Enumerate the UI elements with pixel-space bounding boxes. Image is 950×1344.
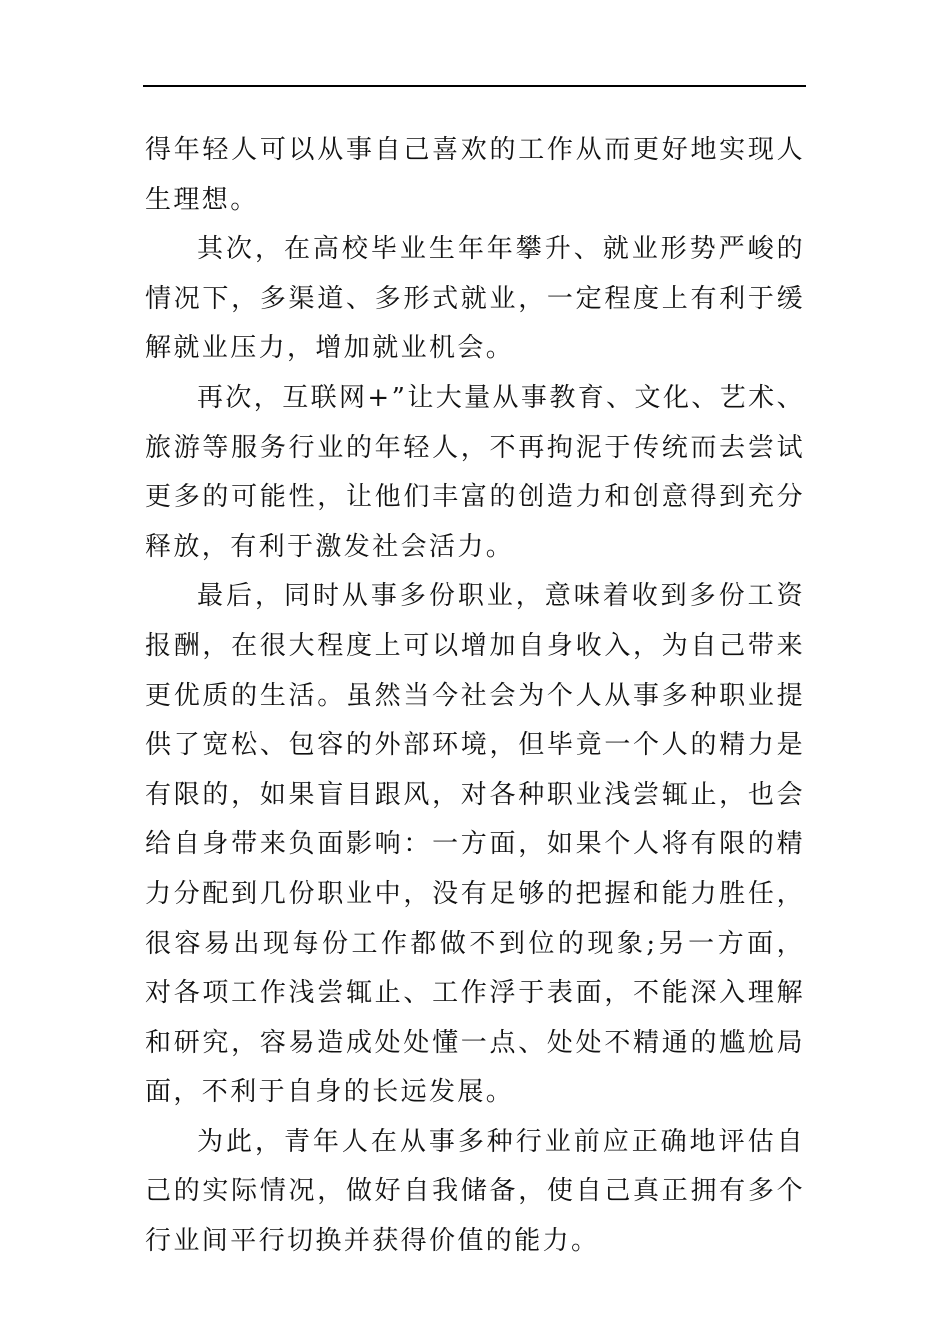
paragraph-second: 其次，在高校毕业生年年攀升、就业形势严峻的情况下，多渠道、多形式就业，一定程度上有利于缓解就业压力，增加就业机会。: [145, 234, 805, 364]
paragraph-continuation: 得年轻人可以从事自己喜欢的工作从而更好地实现人生理想。: [145, 135, 805, 215]
paragraph-finally: 最后，同时从事多份职业，意味着收到多份工资报酬，在很大程度上可以增加自身收入，为自己带来更优质的生活。虽然当今社会为个人从事多种职业提供了宽松、包容的外部环境，但毕竟一个人的精力是有限的，如果盲目跟风，对各种职业浅尝辄止，也会给自身带来负面影响：一方面，如果个人将有限的精力分配到几份职业中，没有足够的把握和能力胜任，很容易出现每份工作都做不到位的现象;另一方面，对各项工作浅尝辄止、工作浮于表面，不能深入理解和研究，容易造成处处懂一点、处处不精通的尴尬局面，不利于自身的长远发展。: [145, 581, 805, 1108]
paragraph-conclusion: 为此，青年人在从事多种行业前应正确地评估自己的实际情况，做好自我储备，使自己真正拥有多个行业间平行切换并获得价值的能力。: [145, 1126, 805, 1257]
header-rule: [143, 85, 806, 87]
document-body: [145, 126, 805, 1267]
paragraph-third: 再次，互联网+”让大量从事教育、文化、艺术、旅游等服务行业的年轻人，不再拘泥于传统而去尝试更多的可能性，让他们丰富的创造力和创意得到充分释放，有利于激发社会活力。: [145, 382, 805, 562]
